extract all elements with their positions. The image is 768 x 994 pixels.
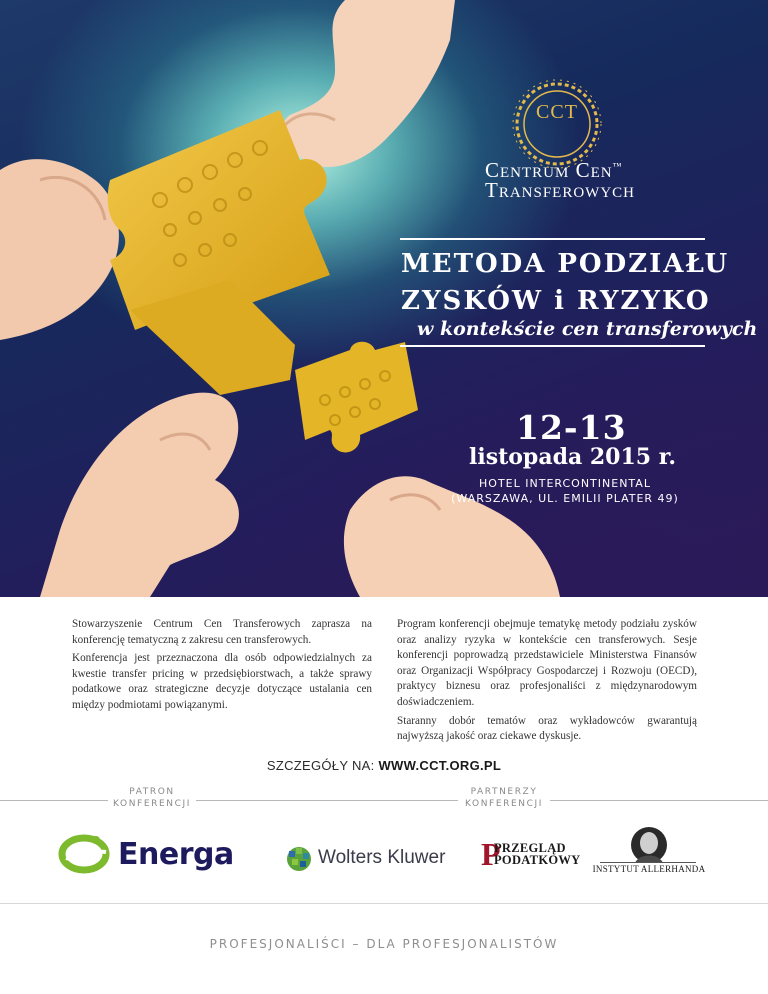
hand-bottom-left xyxy=(40,380,270,597)
footer-divider xyxy=(0,903,768,904)
venue-name: HOTEL INTERCONTINENTAL xyxy=(479,477,651,490)
przeglad-line2: PODATKOWY xyxy=(494,853,581,867)
allerhanda-rule xyxy=(600,862,696,863)
details-label: SZCZEGÓŁY NA: xyxy=(266,758,379,773)
intro-column-left xyxy=(72,617,372,717)
wolters-kluwer-logo-text: Wolters Kluwer xyxy=(318,847,446,868)
wolters-kluwer-globe-icon xyxy=(285,845,313,873)
intro-paragraph: Stowarzyszenie Centrum Cen Transferowych zaprasza na konferencję tematyczną z zakresu cen transferowych. xyxy=(72,618,372,646)
przeglad-podatkowy-logo-text xyxy=(494,842,581,866)
date-month: listopada 2015 r. xyxy=(469,444,676,470)
divider-right xyxy=(550,800,768,801)
partners-label-line2: KONFERENCJI xyxy=(465,799,543,809)
patron-label-line1: PATRON xyxy=(129,787,175,797)
energa-logo-icon xyxy=(58,832,110,876)
cct-logo-ring-icon xyxy=(511,78,603,170)
subtitle: w kontekście cen transferowych xyxy=(417,318,758,340)
title-line2: ZYSKÓW i RYZYKO xyxy=(401,286,711,316)
divider-middle xyxy=(196,800,458,801)
brand-name-line1-text: Centrum Cen xyxy=(485,158,613,182)
patron-label xyxy=(112,786,192,810)
program-column-right xyxy=(397,617,697,748)
footer-tagline: PROFESJONALIŚCI – DLA PROFESJONALISTÓW xyxy=(209,937,559,951)
patron-label-line2: KONFERENCJI xyxy=(113,799,191,809)
energa-logo-text: Energa xyxy=(118,837,234,872)
brand-name-line2: Transferowych xyxy=(485,178,636,202)
quality-paragraph: Staranny dobór tematów oraz wykładowców gwarantują najwyższą jakość oraz ciekawe dyskusje. xyxy=(397,714,697,743)
przeglad-line1: PRZEGLĄD xyxy=(494,841,566,855)
svg-text:P: P xyxy=(481,836,501,872)
title-rule-bottom xyxy=(400,345,705,347)
date-range: 12-13 xyxy=(516,408,627,447)
audience-paragraph: Konferencja jest przeznaczona dla osób odpowiedzialnych za kwestie transfer pricing w przedsiębiorstwach, a także sprawy podatkowe oraz strategiczne decyzje dotyczące ustalania cen między podmiotami powiązanymi. xyxy=(72,652,372,711)
program-paragraph: Program konferencji obejmuje tematykę metody podziału zysków oraz analizy ryzyka w kontekście cen transferowych. Sesje konferencji poprowadzą przedstawiciele Ministerstwa Finansów oraz Organizacji Współpracy Gospodarczej i Rozwoju (OECD), praktycy biznesu oraz profesjonaliści z międzynarodowym doświadczeniem. xyxy=(397,618,697,708)
allerhanda-logo-text: INSTYTUT ALLERHANDA xyxy=(592,864,706,874)
title-rule-top xyxy=(400,238,705,240)
details-url-link[interactable]: WWW.CCT.ORG.PL xyxy=(378,758,502,773)
details-line xyxy=(0,758,768,773)
puzzle-piece-small xyxy=(290,340,420,460)
allerhanda-portrait-icon xyxy=(627,825,671,865)
divider-left xyxy=(0,800,108,801)
cct-logo-text: CCT xyxy=(536,101,578,123)
title-line1: METODA PODZIAŁU xyxy=(401,249,730,279)
partners-label xyxy=(462,786,546,810)
venue-address: (WARSZAWA, UL. EMILII PLATER 49) xyxy=(451,492,679,505)
partners-label-line1: PARTNERZY xyxy=(470,787,538,797)
trademark-mark: ™ xyxy=(612,161,622,171)
